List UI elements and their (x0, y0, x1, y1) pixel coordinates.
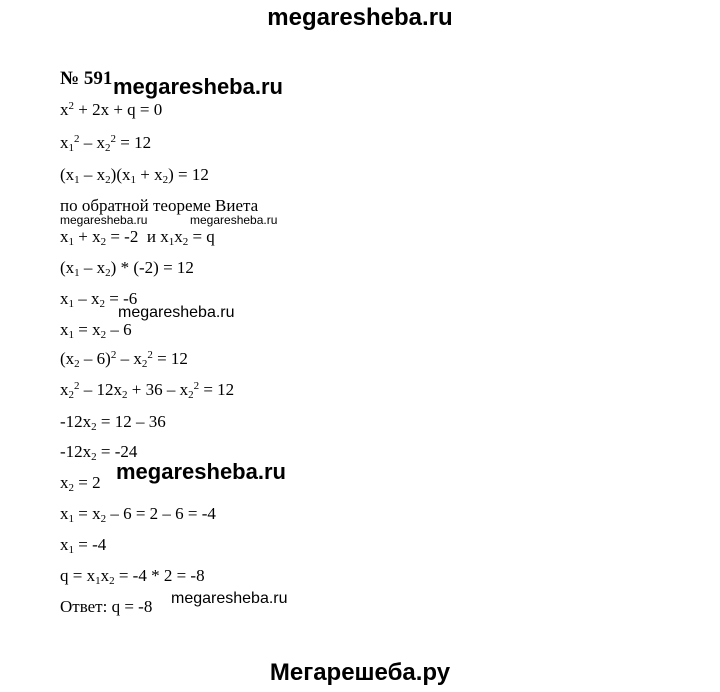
equation-line: $x_1 = -4$ (60, 535, 107, 556)
watermark-small: megaresheba.ru (190, 213, 278, 227)
equation-line: $x_1^2 - x_2^2 = 12$ (60, 133, 152, 154)
watermark-inline: megaresheba.ru (113, 74, 283, 99)
answer-line: Ответ: q = -8 (60, 597, 153, 616)
equation-line: $q = x_1x_2 = -4 * 2 = -8$ (60, 566, 205, 587)
watermark-small: megaresheba.ru (171, 590, 288, 607)
problem-number: № 591 (60, 68, 113, 89)
equation-line: $(x_2 - 6)^2 - x_2^2 = 12$ (60, 349, 188, 370)
equation-line: $(x_1 - x_2) * (-2) = 12$ (60, 258, 194, 279)
watermark-inline: megaresheba.ru (116, 459, 286, 484)
watermark-top: megaresheba.ru (267, 4, 453, 31)
equation-line: $x_1 - x_2 = -6$ (60, 289, 138, 310)
equation-line: $-12x_2 = -24$ (60, 442, 138, 463)
watermark-bottom: Мегарешеба.ру (269, 659, 451, 686)
equation-line: $x_2 = 2$ (60, 473, 101, 494)
equation-line: $x_1 + x_2 = -2$ и $x_1x_2 = q$ (60, 227, 215, 248)
equation-line: $x_1 = x_2 - 6$ (60, 320, 132, 341)
watermark-small: megaresheba.ru (60, 213, 148, 227)
watermark-small: megaresheba.ru (118, 304, 235, 321)
equation-line: $x_1 = x_2 - 6 = 2 - 6 = -4$ (60, 504, 216, 525)
equation-line: $(x_1 - x_2)(x_1 + x_2) = 12$ (60, 165, 209, 186)
equation-line: $x_2^2 - 12x_2 + 36 - x_2^2 = 12$ (60, 380, 235, 401)
answer-label: Ответ: (60, 597, 108, 616)
theorem-text: по обратной теореме Виета (60, 196, 259, 215)
equation-line: $x^2 + 2x + q = 0$ (60, 100, 163, 119)
equation-line: $-12x_2 = 12 - 36$ (60, 412, 166, 433)
